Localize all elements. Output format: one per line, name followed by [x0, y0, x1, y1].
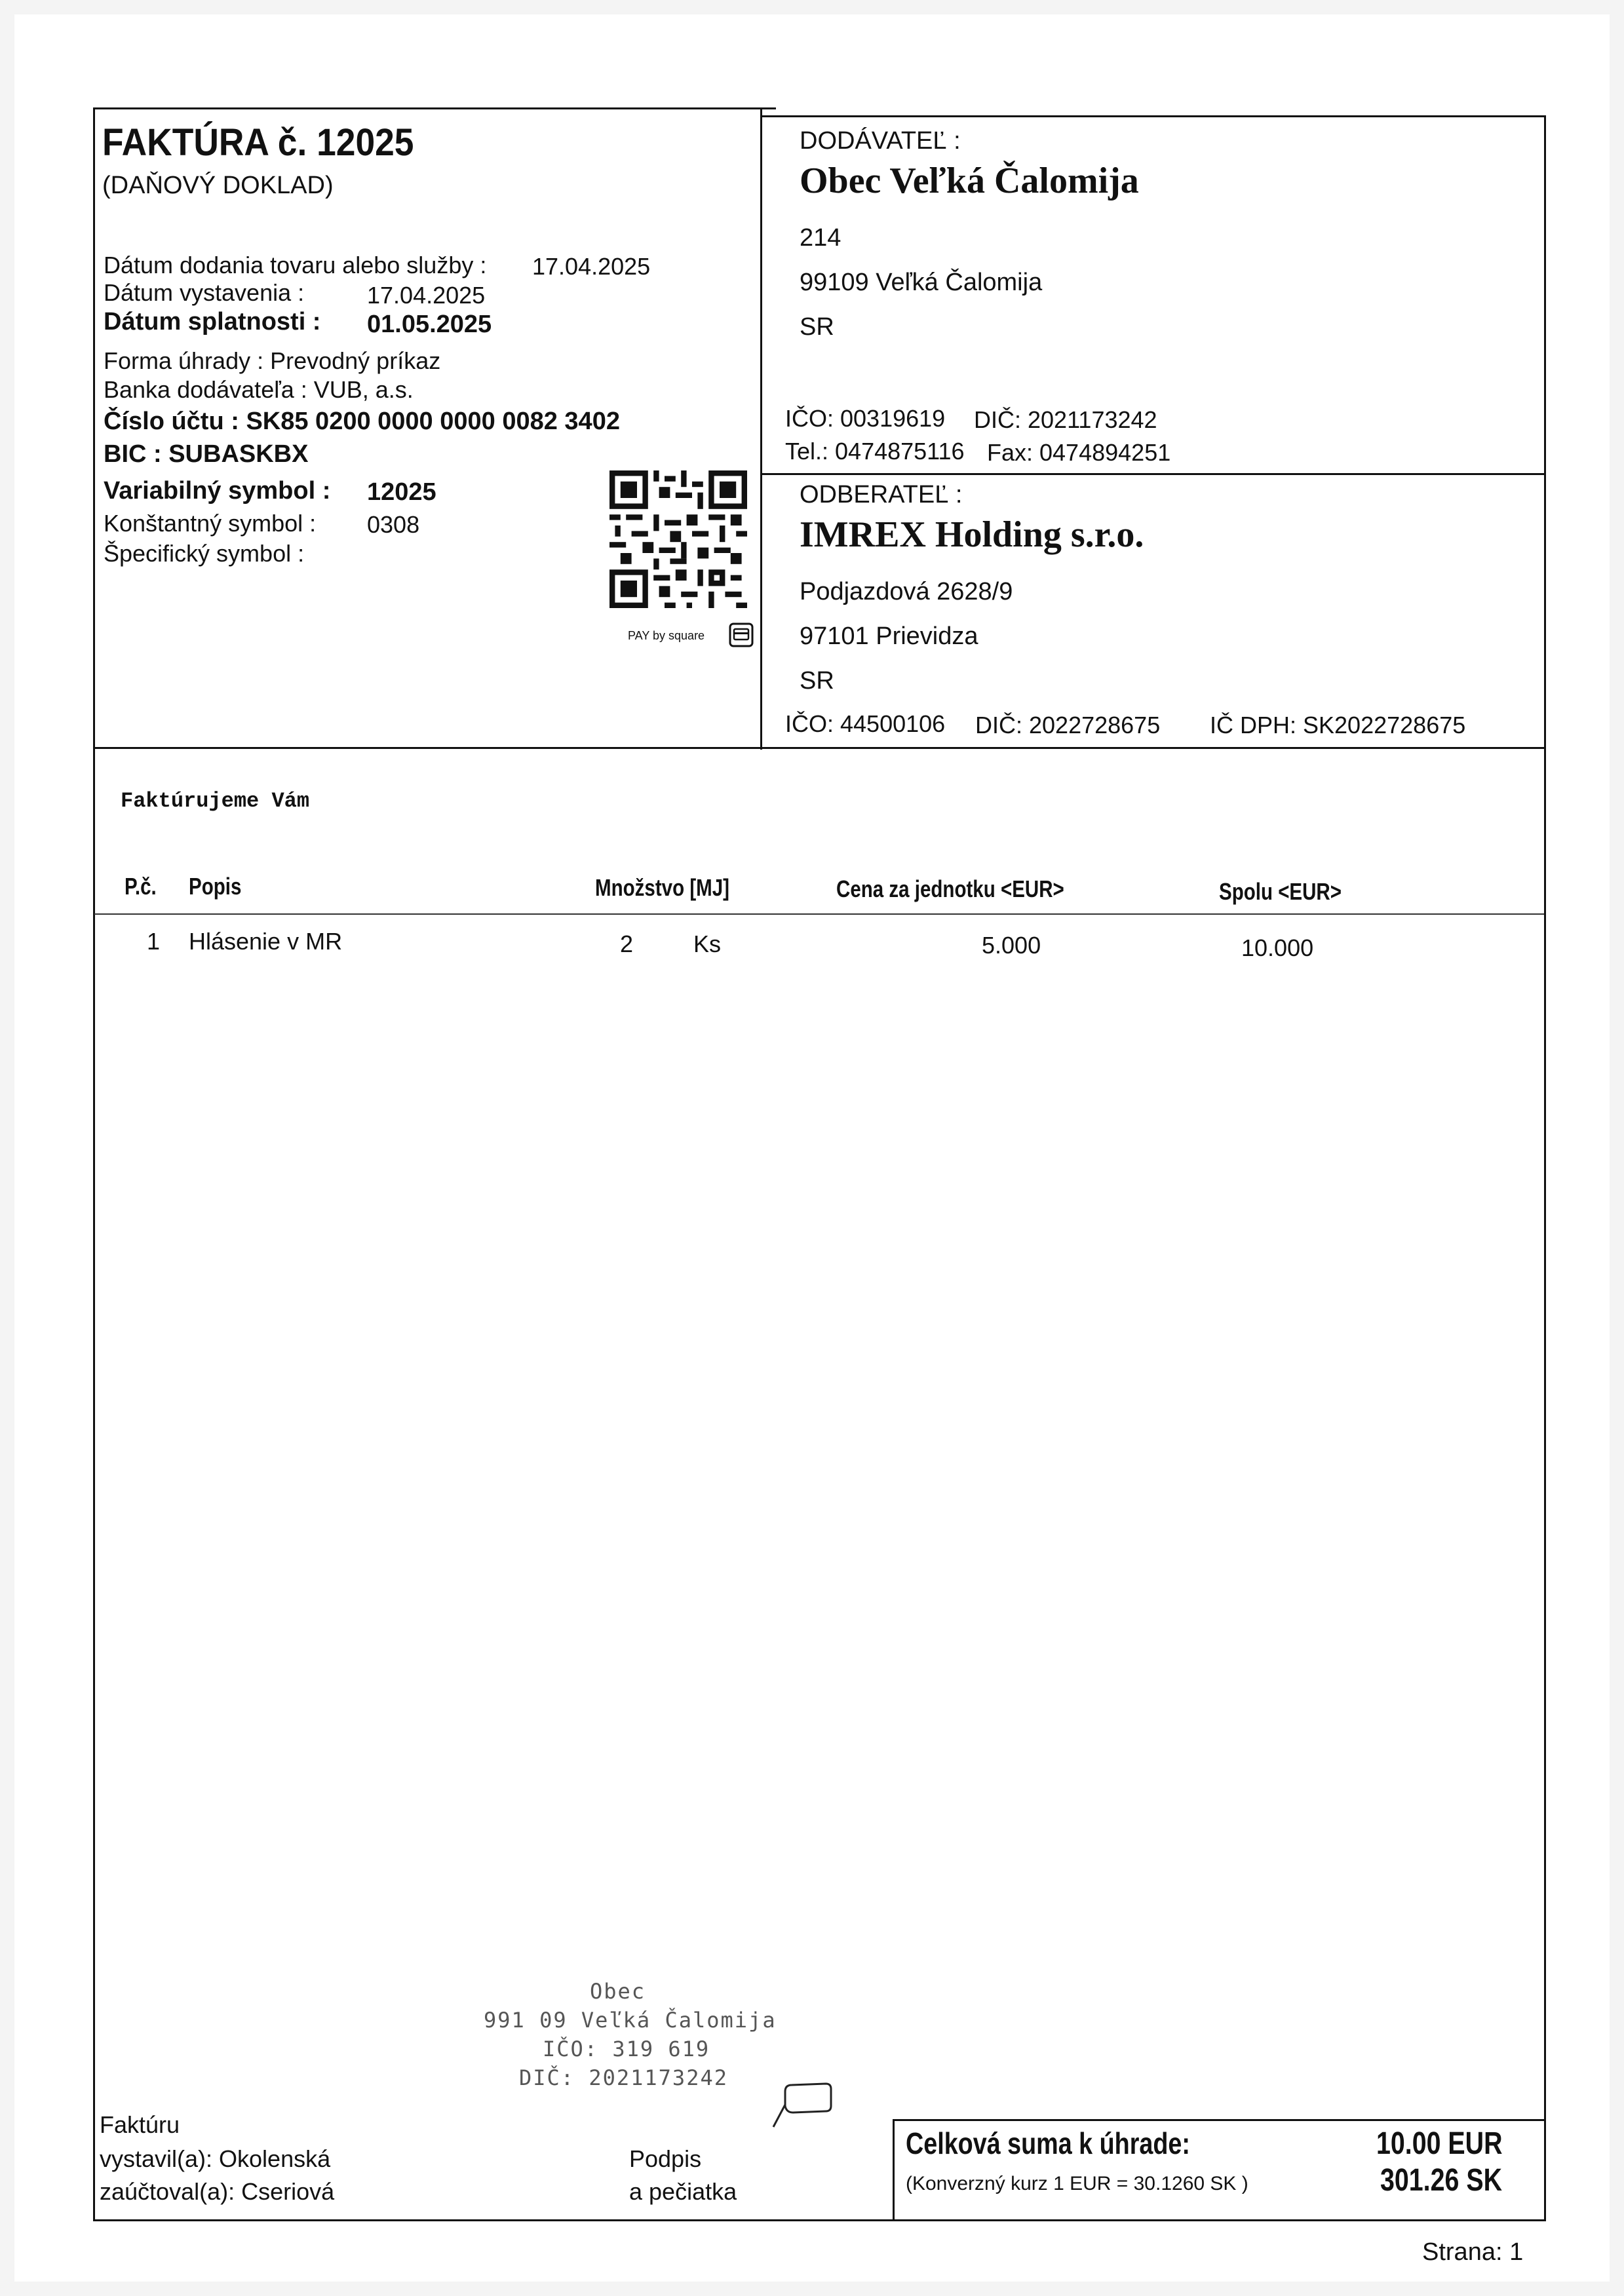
row-number: 1	[147, 928, 161, 955]
frame-top-right	[762, 115, 1545, 117]
due-date-label: Dátum splatnosti :	[104, 308, 321, 335]
stamp-line-3: IČO: 319 619	[543, 2037, 710, 2061]
qr-code	[609, 467, 747, 612]
supplier-name: Obec Veľká Čalomija	[800, 161, 1139, 201]
frame-left	[93, 107, 95, 2221]
signature	[765, 2059, 838, 2131]
delivery-date: 17.04.2025	[532, 253, 651, 280]
customer-ico: IČO: 44500106	[785, 710, 946, 737]
customer-street: Podjazdová 2628/9	[800, 578, 1013, 605]
variable-symbol: 12025	[367, 478, 436, 506]
invoice-subtitle: (DAŇOVÝ DOKLAD)	[102, 172, 334, 199]
header-divider-vertical	[760, 107, 762, 750]
bic-code: BIC : SUBASKBX	[104, 440, 309, 468]
stamp-line-2: 991 09 Veľká Čalomija	[484, 2008, 777, 2033]
supplier-label: DODÁVATEĽ :	[800, 127, 961, 155]
row-description: Hlásenie v MR	[189, 928, 343, 955]
customer-city: 97101 Prievidza	[800, 622, 978, 650]
invoice-title: FAKTÚRA č. 12025	[102, 121, 414, 164]
customer-dic: DIČ: 2022728675	[975, 712, 1161, 738]
frame-top-left	[94, 107, 776, 109]
customer-name: IMREX Holding s.r.o.	[800, 514, 1144, 555]
col-header-total: Spolu <EUR>	[1219, 878, 1342, 905]
variable-symbol-label: Variabilný symbol :	[104, 477, 331, 505]
customer-country: SR	[800, 667, 834, 695]
footer-invoice-word: Faktúru	[100, 2111, 180, 2138]
row-unit: Ks	[693, 930, 722, 957]
issue-date: 17.04.2025	[367, 282, 486, 309]
issue-date-label: Dátum vystavenia :	[104, 279, 305, 306]
supplier-fax: Fax: 0474894251	[987, 439, 1171, 466]
items-intro: Faktúrujeme Vám	[121, 789, 310, 813]
row-quantity: 2	[620, 930, 634, 957]
supplier-phone: Tel.: 0474875116	[785, 438, 965, 465]
bank-name: Banka dodávateľa : VUB, a.s.	[104, 376, 414, 403]
total-box-top	[893, 2119, 1545, 2121]
col-header-quantity: Množstvo [MJ]	[595, 874, 729, 901]
frame-right	[1544, 115, 1546, 2221]
supplier-street: 214	[800, 224, 841, 252]
booked-by: zaúčtoval(a): Cseriová	[100, 2178, 335, 2205]
account-number: Číslo účtu : SK85 0200 0000 0000 0082 3402	[104, 408, 620, 435]
pay-by-square-icon	[729, 622, 754, 647]
stamp-line-1: Obec	[590, 1979, 646, 2004]
constant-symbol-label: Konštantný symbol :	[104, 510, 317, 537]
payment-form: Forma úhrady : Prevodný príkaz	[104, 347, 441, 374]
row-unit-price: 5.000	[982, 932, 1041, 959]
delivery-date-label: Dátum dodania tovaru alebo služby :	[104, 252, 487, 278]
conversion-rate: (Konverzný kurz 1 EUR = 30.1260 SK )	[906, 2173, 1248, 2194]
supplier-city: 99109 Veľká Čalomija	[800, 269, 1043, 296]
header-divider-horizontal	[760, 473, 1545, 475]
supplier-country: SR	[800, 313, 834, 341]
stamp-line-4: DIČ: 2021173242	[519, 2065, 728, 2090]
supplier-dic: DIČ: 2021173242	[974, 406, 1157, 433]
page-number: Strana: 1	[1422, 2238, 1524, 2266]
signature-label-1: Podpis	[629, 2145, 702, 2172]
col-header-description: Popis	[189, 873, 242, 900]
specific-symbol-label: Špecifický symbol :	[104, 540, 305, 567]
col-header-unit-price: Cena za jednotku <EUR>	[836, 875, 1064, 902]
table-header-line	[94, 913, 1544, 915]
due-date: 01.05.2025	[367, 311, 492, 338]
customer-vat-id: IČ DPH: SK2022728675	[1210, 712, 1466, 738]
total-sk: 301.26 SK	[1380, 2163, 1502, 2198]
total-label: Celková suma k úhrade:	[906, 2126, 1190, 2160]
row-total: 10.000	[1241, 934, 1314, 961]
total-eur: 10.00 EUR	[1376, 2126, 1503, 2161]
supplier-ico: IČO: 00319619	[785, 405, 946, 432]
customer-label: ODBERATEĽ :	[800, 481, 963, 508]
invoice-page	[14, 14, 1610, 2282]
signature-label-2: a pečiatka	[629, 2178, 737, 2205]
col-header-number: P.č.	[125, 873, 157, 900]
constant-symbol: 0308	[367, 511, 420, 538]
total-box-left	[893, 2119, 895, 2221]
pay-by-square-label: PAY by square	[628, 629, 705, 642]
frame-bottom	[93, 2219, 1546, 2221]
issued-by: vystavil(a): Okolenská	[100, 2145, 331, 2172]
header-bottom-line	[93, 747, 1546, 749]
